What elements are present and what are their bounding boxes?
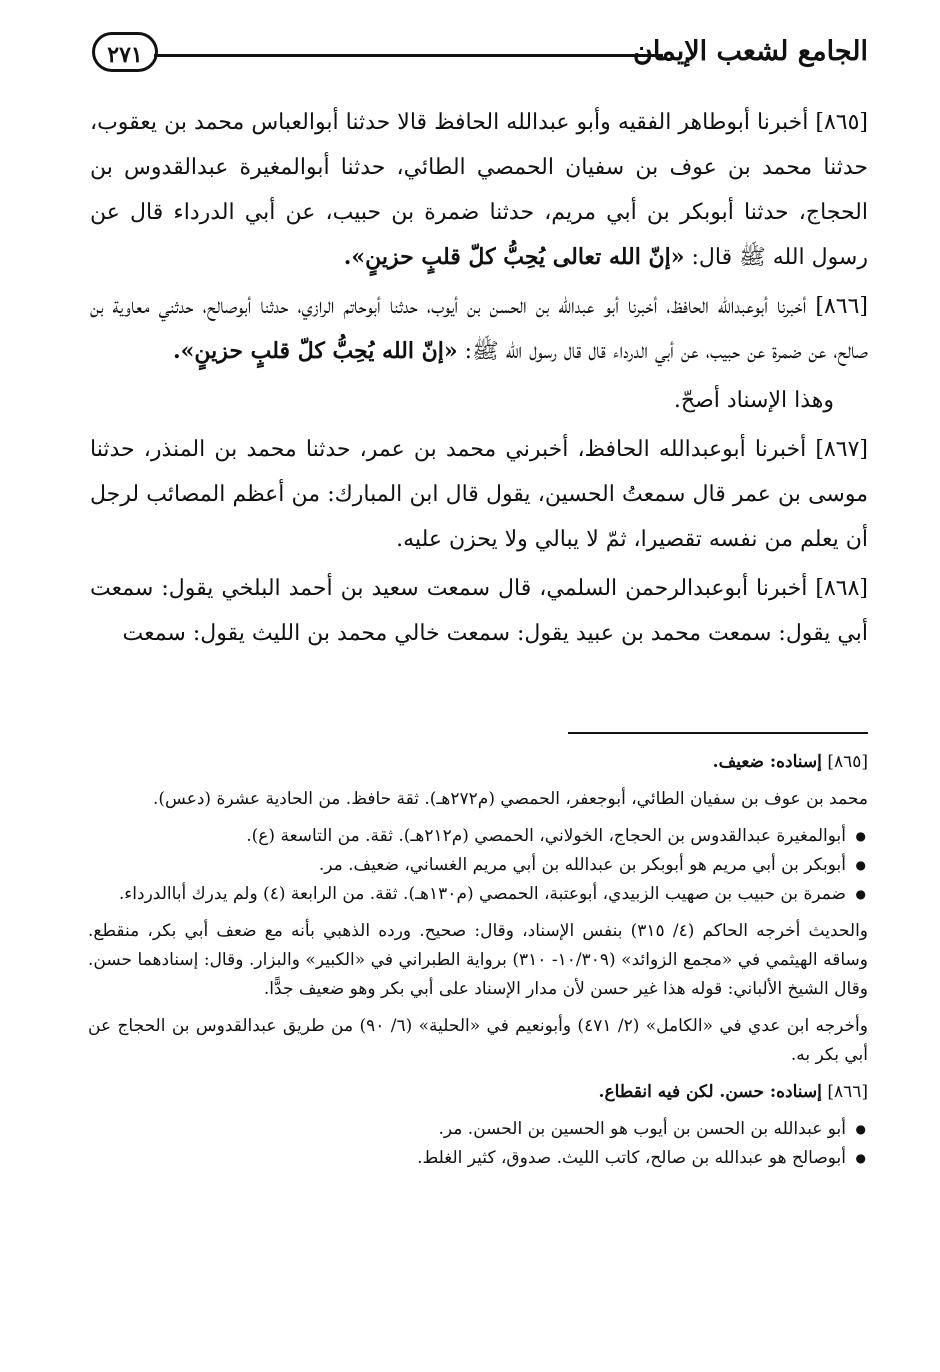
footnotes <box>88 748 868 1181</box>
hadith-868: [٨٦٨] أخبرنا أبوعبدالرحمن السلمي، قال سمعت سعيد بن أحمد البلخي يقول: سمعت أبي يقول: سمعت محمد بن عبيد يقول: سمعت خالي محمد بن الليث يقول: سمعت <box>90 576 868 646</box>
page-number: ٢٧١ <box>92 32 158 72</box>
hadith-867: [٨٦٧] أخبرنا أبوعبدالله الحافظ، أخبرني محمد بن عمر، حدثنا محمد بن المنذر، حدثنا موسى بن عمر قال سمعتُ الحسين، يقول قال ابن المبارك: من أعظم المصائب لرجل أن يعلم من نفسه تقصيرا، ثمّ لا يبالي ولا يحزن عليه. <box>90 437 868 552</box>
footnote-866-number: [٨٦٦] <box>827 1082 868 1102</box>
hadith-865-quote: «إنّ الله تعالى يُحِبُّ كلّ قلبٍ حزينٍ». <box>343 244 685 270</box>
page-header <box>92 32 868 80</box>
list-item: ● أبوصالح هو عبدالله بن صالح، كاتب الليث. صدوق، كثير الغلط. <box>88 1144 846 1173</box>
hadith-866-note: وهذا الإسناد أصحّ. <box>673 388 834 413</box>
footnote-866-label: إسناده: حسن. لكن فيه انقطاع. <box>598 1082 822 1102</box>
list-item: ● أبوبكر بن أبي مريم هو أبوبكر بن عبدالله بن أبي مريم الغساني، ضعيف. مر. <box>88 851 846 880</box>
hadith-865 <box>90 100 868 280</box>
main-text <box>90 100 868 660</box>
footnote-866-list <box>88 1115 868 1173</box>
footnote-865-narrator: محمد بن عوف بن سفيان الطائي، أبوجعفر، الحمصي (م٢٧٢هـ). ثقة حافظ. من الحادية عشرة (دعس). <box>153 789 868 809</box>
footnote-865-para-1: والحديث أخرجه الحاكم (٤/ ٣١٥) بنفس الإسناد، وقال: صحيح. ورده الذهبي بأنه مع ضعف أبي بكر، منقطع. وساقه الهيثمي في «مجمع الزوائد» (١٠/٣٠٩- ٣١٠) برواية الطبراني في «الكبير» والبزار. وقال: إسنادهما حسن. وقال الشيخ الألباني: قوله هذا غير حسن لأن مدار الإسناد على أبي بكر وهو ضعيف جدًّا. <box>88 921 869 999</box>
footnote-865-number: [٨٦٥] <box>827 752 868 772</box>
header-rule <box>154 54 663 57</box>
footnote-866-heading <box>88 1078 868 1107</box>
list-item: ● أبوالمغيرة عبدالقدوس بن الحجاج، الخولاني، الحمصي (م٢١٢هـ). ثقة. من التاسعة (ع). <box>88 822 846 851</box>
footnote-865-para-2: وأخرجه ابن عدي في «الكامل» (٢/ ٤٧١) وأبونعيم في «الحلية» (٦/ ٩٠) من طريق عبدالقدوس بن الحجاج عن أبي بكر به. <box>88 1016 868 1065</box>
hadith-866 <box>90 284 868 374</box>
list-item: ● أبو عبدالله بن الحسن بن أيوب هو الحسين بن الحسن. مر. <box>88 1115 846 1144</box>
book-title: الجامع لشعب الإيمان <box>633 36 868 67</box>
list-item: ● ضمرة بن حبيب بن صهيب الزبيدي، أبوعتبة، الحمصي (م١٣٠هـ). ثقة. من الرابعة (٤) ولم يدرك أباالدرداء. <box>88 880 846 909</box>
footnote-865-list <box>88 822 868 909</box>
hadith-865-text: [٨٦٥] أخبرنا أبوطاهر الفقيه وأبو عبدالله الحافظ قالا حدثنا أبوالعباس محمد بن يعقوب، حدثنا محمد بن عوف بن سفيان الحمصي الطائي، حدثنا أبوالمغيرة عبدالقدوس بن الحجاج، حدثنا أبوبكر بن أبي مريم، حدثنا ضمرة بن حبيب، عن أبي الدرداء قال عن رسول الله ﷺ قال: <box>90 110 868 270</box>
footnote-865-label: إسناده: ضعيف. <box>712 752 822 772</box>
hadith-866-text: [٨٦٦] أخبرنا أبوعبدالله الحافظ، أخبرنا أبو عبدالله بن الحسن بن أيوب، حدثنا أبوحاتم الرازي، حدثنا أبوصالح، حدثني معاوية بن صالح، عن ضمرة عن حبيب، عن أبي الدرداء قال قال رسول الله ﷺ: <box>90 294 868 364</box>
hadith-866-quote: «إنّ الله يُحِبُّ كلّ قلبٍ حزينٍ». <box>172 338 458 364</box>
footnote-865-heading <box>88 748 868 777</box>
footnote-separator <box>568 732 868 734</box>
